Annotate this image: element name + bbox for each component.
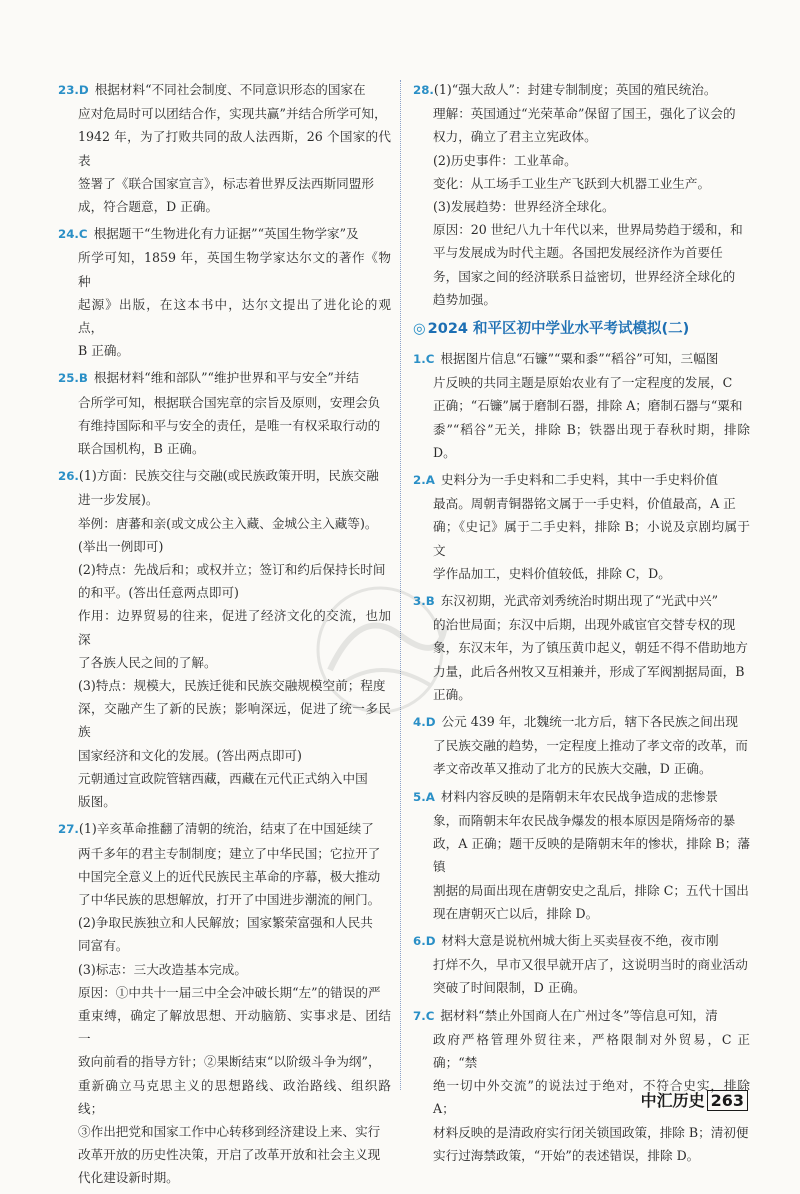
answer-line-wrap [58,697,391,743]
answer-item [58,366,391,460]
answer-line: 趋势加强。 [433,291,496,307]
left-column [58,78,391,1194]
answer-line-wrap [413,1144,750,1167]
answer-line: 元朝通过宣政院管辖西藏，西藏在元代正式纳入中国 [78,770,368,786]
answer-line-wrap [58,246,391,292]
answer-line-wrap [413,347,750,371]
answer-line: (3)特点：规模大，民族迁徙和民族交融规模空前；程度 [78,678,386,694]
answer-choice: D [78,83,89,97]
answer-line-wrap [413,589,750,613]
answer-choice: A [425,473,435,488]
answer-line-wrap [413,683,750,706]
answer-item [413,589,750,706]
answer-line: 国家经济和文化的发展。(答出两点即可) [78,747,302,763]
answer-line-wrap [413,902,750,925]
item-number: 3. [413,594,426,609]
item-number: 4. [413,715,426,730]
answer-line-wrap [58,195,391,218]
answer-line: (2)历史事件：工业革命。 [433,152,577,168]
answer-line-wrap [58,981,391,1004]
answer-line: 理解：英国通过“光荣革命”保留了国王，强化了议会的 [433,106,736,122]
answer-line: 根据题干“生物进化有力证据”“英国生物学家”及 [93,226,359,242]
answer-line-wrap [413,1121,750,1144]
answer-line-wrap [58,464,391,488]
answer-line-wrap [413,1004,750,1028]
answer-line-wrap [413,710,750,734]
answer-line: (2)特点：先战后和；或权并立；签订和约后保持长时间 [78,562,386,578]
answer-line: 根据图片信息“石镰”“粟和黍”“稻谷”可知，三幅图 [440,351,719,367]
answer-line-wrap [413,562,750,585]
answer-line: 平与发展成为时代主题。各国把发展经济作为首要任 [433,245,723,261]
page-number: 263 [707,1090,748,1111]
answer-line: 根据材料“维和部队”“维护世界和平与安全”并结 [93,370,359,386]
answer-line: ③作出把党和国家工作中心转移到经济建设上来、实行 [78,1123,381,1139]
answer-line: 1942 年，为了打败共同的敌人法西斯，26 个国家的代表 [78,129,391,168]
answer-item [413,929,750,1000]
answer-line-wrap [58,222,391,246]
answer-line: (3)发展趋势：世界经济全球化。 [433,199,615,215]
answer-line: 应对危局时可以团结合作，实现共赢”并结合所学可知， [78,106,387,122]
answer-line-wrap [58,958,391,981]
answer-choice: D [425,715,436,730]
answer-line-wrap [58,391,391,414]
answer-line: (3)标志：三大改造基本完成。 [78,961,247,977]
answer-choice: A [425,789,435,804]
answer-line: 正确；“石镰”属于磨制石器，排除 A；磨制石器与“粟和 [433,398,743,414]
answer-line-wrap [413,953,750,976]
answer-line: 举例：唐蕃和亲(或文成公主入藏、金城公主入藏等)。 [78,515,378,531]
answer-line: 务，国家之间的经济联系日益密切，世界经济全球化的 [433,268,736,284]
answer-item [413,785,750,925]
item-number: 5. [413,789,426,804]
answer-line: 同富有。 [78,938,129,954]
answer-line-wrap [58,488,391,511]
item-number: 24. [58,227,79,242]
answer-item [413,710,750,781]
answer-item [58,817,391,1189]
answer-line: 的和平。(答出任意两点即可) [78,585,239,601]
answer-line: 材料反映的是清政府实行闭关锁国政策，排除 B；清初便 [433,1124,749,1140]
answer-line-wrap [413,757,750,780]
answer-line: 实行过海禁政策，“开始”的表述错误，排除 D。 [433,1147,700,1163]
answer-line-wrap [413,734,750,757]
answer-line: 改革开放的历史性决策，开启了改革开放和社会主义现 [78,1147,381,1163]
footer-label: 中汇历史 [640,1091,705,1110]
item-number: 25. [58,371,79,386]
item-number: 28. [413,83,434,97]
answer-choice: C [78,227,88,242]
answer-line-wrap [58,1004,391,1050]
answer-line: 版图。 [78,794,116,810]
answer-line: 现在唐朝灭亡以后，排除 D。 [433,905,599,921]
answer-line: 象，东汉末年，为了镇压黄巾起义，朝廷不得不借助地方 [433,640,748,656]
answer-line-wrap [58,1166,391,1189]
answer-line: B 正确。 [78,343,130,359]
answer-line-wrap [413,636,750,659]
answer-line: 所学可知，1859 年，英国生物学家达尔文的著作《物种 [78,250,391,289]
answer-line-wrap [413,418,750,464]
item-number: 7. [413,1008,426,1023]
answer-line-wrap [58,651,391,674]
answer-line: 重束缚，确定了解放思想、开动脑筋、实事求是、团结一 [78,1007,391,1047]
section-mark-icon: ◎ [413,321,426,338]
answer-line-wrap [58,744,391,767]
answer-item [413,1004,750,1167]
answer-line: 正确。 [433,686,471,702]
answer-line: 最高。周朝青铜器铭文属于一手史料，价值最高，A 正 [433,496,736,512]
page-footer [641,1088,748,1111]
section-title [413,317,750,341]
answer-line: 孝文帝改革又推动了北方的民族大交融，D 正确。 [433,761,712,777]
answer-line-wrap [58,1050,391,1073]
answer-choice: C [425,1008,435,1023]
answer-line-wrap [58,888,391,911]
answer-line: 了中华民族的思想解放，打开了中国进步潮流的闸门。 [78,891,381,907]
answer-item [413,468,750,585]
answer-line: 作用：边界贸易的往来，促进了经济文化的交流，也加深 [78,608,391,647]
item-number: 2. [413,473,426,488]
answer-line-wrap [413,371,750,394]
answer-line-wrap [58,817,391,841]
answer-item-28 [413,78,750,311]
answer-line: 政，A 正确；题干反映的是隋朝末年的惨状，排除 B；藩镇 [433,836,750,875]
answer-line: 重新确立马克思主义的思想路线、政治路线、组织路线； [78,1077,391,1116]
answer-line: 中国完全意义上的近代民族民主革命的序幕，极大推动 [78,868,381,884]
answer-line-wrap [58,102,391,125]
answer-line-wrap [58,78,391,102]
answer-line-wrap [58,674,391,697]
answer-line-wrap [413,613,750,636]
answer-line-wrap [58,767,391,790]
answer-line: 学作品加工，史料价值较低，排除 C，D。 [433,565,671,581]
answer-line: 材料内容反映的是隋朝末年农民战争造成的悲惨景 [440,788,718,804]
right-column [413,78,750,1171]
answer-line-wrap [58,535,391,558]
answer-line: (2)争取民族独立和人民解放；国家繁荣富强和人民共 [78,915,373,931]
answer-line: 两千多年的君主专制制度；建立了中华民国；它拉开了 [78,845,381,861]
answer-line-wrap [58,934,391,957]
section-title-text: 2024 和平区初中学业水平考试模拟(二) [427,321,690,338]
item-number: 6. [413,933,426,948]
right-answer-list [413,347,750,1167]
answer-line: 联合国机构，B 正确。 [78,441,205,457]
answer-line: 力量，此后各州牧又互相兼并，形成了军阀割据局面，B [433,663,745,679]
answer-line-wrap [413,809,750,832]
answer-line-wrap [413,879,750,902]
answer-item [413,347,750,464]
answer-line: 深，交融产生了新的民族；影响深远，促进了统一多民族 [78,701,391,740]
answer-item [58,222,391,362]
answer-line-wrap [58,558,391,581]
answer-line: 片反映的共同主题是原始农业有了一定程度的发展，C [433,375,733,391]
answer-line: 致向前看的指导方针；②果断结束“以阶级斗争为纲”， [78,1054,381,1070]
answer-line-wrap [58,1120,391,1143]
answer-line-wrap [413,976,750,999]
answer-line: 据材料“禁止外国商人在广州过冬”等信息可知，清 [440,1007,718,1023]
answer-choice: B [425,594,435,609]
answer-line-wrap [58,581,391,604]
answer-line-wrap [413,515,750,561]
answer-line: (举出一例即可) [78,538,164,554]
answer-choice: B [78,371,88,386]
answer-line-wrap [58,437,391,460]
answer-line: 公元 439 年，北魏统一北方后，辖下各民族之间出现 [441,714,739,730]
answer-line-wrap [413,1028,750,1074]
answer-line-wrap [58,1074,391,1120]
answer-line-wrap [413,929,750,953]
answer-item [58,464,391,813]
answer-line-wrap [413,468,750,492]
answer-line: 进一步发展)。 [78,492,159,508]
answer-line: 签署了《联合国家宣言》，标志着世界反法西斯同盟形 [78,175,374,191]
answer-line: 确；《史记》属于二手史料，排除 B；小说及京剧均属于文 [433,519,750,558]
answer-choice: C [425,352,435,367]
item-number: 1. [413,352,426,367]
answer-line: 的治世局面；东汉中后期，出现外戚宦官交替专权的现 [433,617,736,633]
answer-line: 了民族交融的趋势，一定程度上推动了孝文帝的改革，而 [433,738,748,754]
answer-line: 根据材料“不同社会制度、不同意识形态的国家在 [94,82,366,97]
answer-line-wrap [413,660,750,683]
answer-line-wrap [58,1143,391,1166]
item-number: 26. [58,469,79,484]
answer-line: (1)“强大敌人”：封建专制制度；英国的殖民统治。 [433,82,717,97]
answer-line-wrap [413,785,750,809]
answer-line-wrap [58,512,391,535]
answer-line-wrap [58,911,391,934]
answer-line-wrap [58,604,391,650]
answer-line: 材料大意是说杭州城大街上买卖昼夜不绝，夜市刚 [441,932,719,948]
answer-line-wrap [58,865,391,888]
answer-line-wrap [58,366,391,390]
answer-line: 史料分为一手史料和二手史料，其中一手史料价值 [440,472,718,488]
answer-line: 突破了时间限制，D 正确。 [433,980,586,996]
answer-line: 原因：①中共十一届三中全会冲破长期“左”的错误的严 [78,984,381,1000]
answer-line: 合所学可知，根据联合国宪章的宗旨及原则，安理会负 [78,394,381,410]
answer-line: 东汉初期，光武帝刘秀统治时期出现了“光武中兴” [440,593,719,609]
answer-line-wrap [58,842,391,865]
answer-line-wrap [413,394,750,417]
answer-item [58,78,391,218]
answer-line: 原因：20 世纪八九十年代以来，世界局势趋于缓和，和 [433,222,743,238]
answer-line-wrap [413,832,750,878]
item-number: 23. [58,83,79,97]
answer-line: 割据的局面出现在唐朝安史之乱后，排除 C；五代十国出 [433,882,749,898]
answer-line: 代化建设新时期。 [78,1170,179,1186]
answer-line-wrap [413,492,750,515]
answer-line-wrap [58,339,391,362]
answer-line: 打烊不久，早市又很早就开店了，这说明当时的商业活动 [433,957,748,973]
answer-line: (1)方面：民族交往与交融(或民族政策开明，民族交融 [78,468,379,484]
answer-line-wrap [58,293,391,339]
answer-line: 象，而隋朝末年农民战争爆发的根本原因是隋炀帝的暴 [433,812,736,828]
answer-line-wrap [58,414,391,437]
answer-line: (1)辛亥革命推翻了清朝的统治，结束了在中国延续了 [78,821,374,837]
answer-line: 了各族人民之间的了解。 [78,654,217,670]
answer-line-wrap [58,172,391,195]
answer-line-wrap [58,790,391,813]
answer-line: 政府严格管理外贸往来，严格限制对外贸易，C 正确；“禁 [433,1031,750,1070]
answer-line: 起源》出版，在这本书中，达尔文提出了进化论的观点， [78,296,391,336]
answer-line: 有维持国际和平与安全的责任，是唯一有权采取行动的 [78,417,381,433]
answer-line: 成，符合题意，D 正确。 [78,199,219,215]
answer-line: 绝一切中外交流”的说法过于绝对，不符合史实，排除 A； [433,1078,750,1117]
item-number: 27. [58,822,79,837]
answer-line-wrap [58,125,391,171]
answer-line: 权力，确立了君主立宪政体。 [433,129,597,145]
answer-line: 变化：从工场手工业生产飞跃到大机器工业生产。 [433,175,711,191]
answer-choice: D [425,933,436,948]
answer-line: 黍”“稻谷”无关，排除 B；铁器出现于春秋时期，排除 D。 [433,421,750,460]
